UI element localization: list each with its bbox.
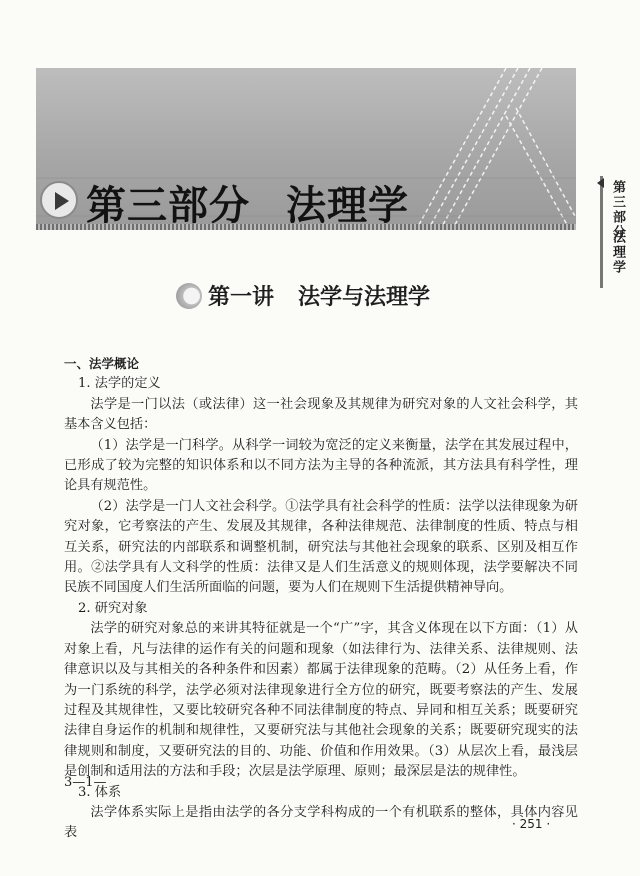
lecture-heading <box>208 280 430 311</box>
table-reference: 3—1— <box>64 775 107 790</box>
subsection-heading: 3. 体系 <box>78 784 122 800</box>
paragraph: 法学体系实际上是指由法学的各分支学科构成的一个有机联系的整体，具体内容见表 <box>64 804 578 841</box>
subsection-heading: 2. 研究对象 <box>78 600 148 616</box>
lecture-title: 法学与法理学 <box>298 285 431 310</box>
paragraph: （2）法学是一门人文社会科学。①法学具有社会科学的性质：法学以法律现象为研究对象，它考察法的产生、发展及其规律，各种法律规范、法律制度的性质、特点与相互关系，研究法的内部联系和调整机制，研究法与其他社会现象的联系、区别及相互作用。②法学具有人文科学的性质：法律又是人们生活意义的规则体现，法学要解决不同民族不同国度人们生活所面临的问题，要为人们在规则下生活提供精神导向。 <box>64 498 578 596</box>
tab-marker-icon <box>597 178 604 188</box>
side-tab <box>600 176 629 288</box>
part-heading <box>86 174 409 231</box>
paragraph: （1）法学是一门科学。从科学一词较为宽泛的定义来衡量，法学在其发展过程中，已形成了较为完整的知识体系和以不同方法为主导的各种流派，其方法具有科学性，理论具有规范性。 <box>64 437 578 494</box>
side-tab-part: 第三部分 <box>610 180 625 240</box>
page-number: · 251 · <box>512 817 551 831</box>
lecture-bullet-icon <box>176 283 202 309</box>
body-text <box>64 354 578 844</box>
play-icon <box>40 181 78 219</box>
section-heading: 一、法学概论 <box>64 356 140 371</box>
part-title: 法理学 <box>286 183 409 229</box>
lecture-label: 第一讲 <box>208 285 275 310</box>
subsection-heading: 1. 法学的定义 <box>78 376 161 392</box>
paragraph: 法学是一门以法（或法律）这一社会现象及其规律为研究对象的人文社会科学，其基本含义包括： <box>64 396 578 433</box>
part-label: 第三部分 <box>86 183 250 229</box>
paragraph: 法学的研究对象总的来讲其特征就是一个“广”字，其含义体现在以下方面：（1）从对象上看，凡与法律的运作有关的问题和现象（如法律行为、法律关系、法律规则、法律意识以及与其相关的各种条件和因素）都属于法律现象的范畴。（2）从任务上看，作为一门系统的科学，法学必须对法律现象进行全方位的研究，既要考察法的产生、发展过程及其规律性，又要比较研究各种不同法律制度的特点、异同和相互关系；既要研究法律自身运作的机制和规律性，又要研究法与其他社会现象的关系；既要研究现实的法律规则和制度，又要研究法的目的、功能、价值和作用效果。（3）从层次上看，最浅层是创制和适用法的方法和手段；次层是法学原理、原则；最深层是法的规律性。 <box>64 621 578 780</box>
side-tab-title: 法理学 <box>610 230 625 275</box>
